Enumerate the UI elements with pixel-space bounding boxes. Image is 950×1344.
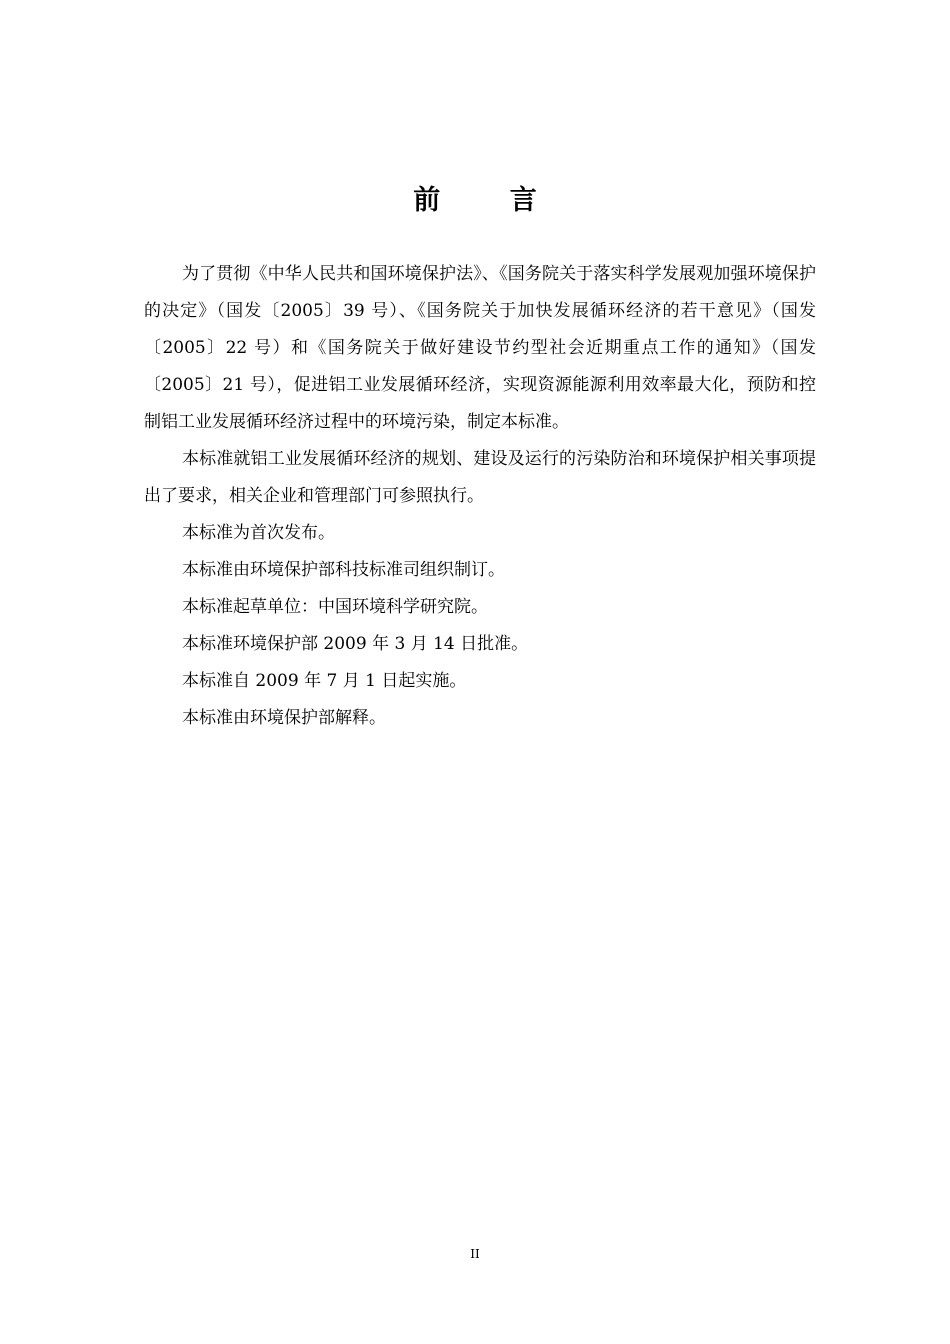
paragraph-interpretation: 本标准由环境保护部解释。 <box>182 708 386 728</box>
page-number: II <box>470 1247 480 1261</box>
paragraph-approval-date: 本标准环境保护部 2009 年 3 月 14 日批准。 <box>182 634 529 654</box>
paragraph-drafting-unit: 本标准起草单位：中国环境科学研究院。 <box>182 597 488 617</box>
preface-body <box>144 256 816 737</box>
paragraph-purpose: 为了贯彻《中华人民共和国环境保护法》、《国务院关于落实科学发展观加强环境保护的决定》（国发〔2005〕39 号）、《国务院关于加快发展循环经济的若干意见》（国发〔2005〕22 号）和《国务院关于做好建设节约型社会近期重点工作的通知》（国发〔2005〕21 号），促进铝工业发展循环经济，实现资源能源利用效率最大化，预防和控制铝工业发展循环经济过程中的环境污染，制定本标准。 <box>144 264 816 432</box>
paragraph-first-release: 本标准为首次发布。 <box>182 523 335 543</box>
page-title: 前 言 <box>413 185 567 216</box>
paragraph-effective-date: 本标准自 2009 年 7 月 1 日起实施。 <box>182 671 467 691</box>
paragraph-organizer: 本标准由环境保护部科技标准司组织制订。 <box>182 560 505 580</box>
paragraph-scope: 本标准就铝工业发展循环经济的规划、建设及运行的污染防治和环境保护相关事项提出了要求，相关企业和管理部门可参照执行。 <box>144 449 816 506</box>
